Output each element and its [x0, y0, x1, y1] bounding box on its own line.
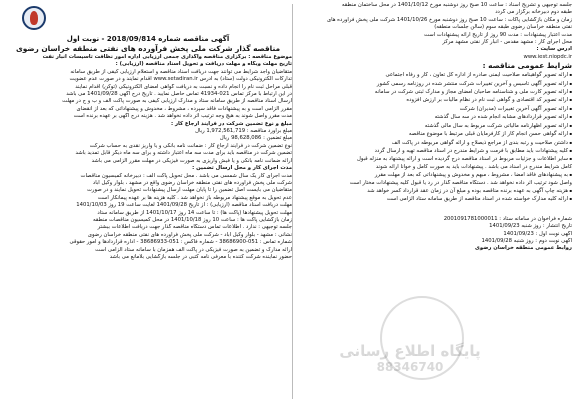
- address-label: آدرس سایت :: [536, 46, 572, 53]
- body-line: تدارکات الکترونیکی دولت (ستاد) به آدرس www.setadiran.ir اقدام نمایند و در صورت عدم عضویت: [69, 76, 292, 83]
- condition-item: واصل شود ترتیب اثر داده نخواهد شد . دستگاه مناقصه گذار در رد یا قبول کلیه پیشنهادات مختار است: [349, 179, 572, 186]
- condition-item: ▪ ارائه تصویر کد اقتصادی و گواهی ثبت نام در نظام مالیات بر ارزش افزوده: [296, 96, 572, 104]
- header-line: مدت اعتبار پیشنهادات : مدت 90 روز از تاریخ ارائه پیشنهادات است: [424, 31, 572, 38]
- guarantee-amount: مبلغ تضمین : 98,628,086 ریال: [219, 135, 292, 142]
- body-line: در این ارتباط با مرکز تماس 021-41934 تماس حاصل نمایید . تاریخ درج آگهی 1401/09/28 می باشد: [66, 91, 292, 98]
- condition-item: ▪ ارائه تصویر قراردادهای مشابه انجام شده در سه سال گذشته: [296, 113, 572, 121]
- condition-item: ▪ ارائه گواهی حسن انجام کار از کارفرمایان قبلی مرتبط با موضوع مناقصه: [296, 130, 572, 138]
- body-line: ارسال اسناد مناقصه از طریق سامانه ستاد و مدارک ارزیابی کیفی به صورت پاکت الف و ب و ج در مهلت: [62, 98, 292, 105]
- body-line: ارائه ضمانت نامه بانکی و یا فیش واریزی به صورت فیزیکی در مهلت مقرر الزامی می باشد: [91, 157, 292, 164]
- section-guarantee-title: مبلغ و نوع تضمین شرکت در فرآیند ارجاع کار :: [170, 120, 292, 127]
- condition-item: ▪ ارائه تصویر آگهی تاسیس و آخرین تغییرات شرکت منتشر شده در روزنامه رسمی کشور: [296, 80, 572, 88]
- body-line: جلسه توجیهی : ندارد . اطلاعات تماس دستگاه مناقصه گذار جهت دریافت اطلاعات بیشتر: [97, 224, 292, 231]
- body-line: زمان بازگشایی پاکت ها : ساعت 10 روز 1401/10/18 در محل کمیسیون مناقصات منطقه: [93, 216, 292, 223]
- header-line: نفتی منطقه خراسان رضوی طبقه سوم (سالن جلسات منطقه): [434, 24, 572, 31]
- footer-line: آگهی نوبت دوم : روز شنبه 1401/09/28: [481, 237, 572, 244]
- body-line: مهلت دریافت اسناد مناقصه (ارزیابی) : از تاریخ 1401/09/28 لغایت ساعت 19 روز 1401/10/03: [76, 202, 292, 209]
- estimate-amount: مبلغ برآورد مناقصه : 1,972,561,719 ریال: [195, 128, 292, 135]
- condition-item: ▪ ارائه تصویر آگهی آخرین تغییرات (مدیران) شرکت: [296, 105, 572, 113]
- condition-item: ▪ ارائه کلیه مدارک خواسته شده در اسناد مناقصه از طریق سامانه ستاد الزامی است: [296, 195, 572, 203]
- header-line: محل اجرای کار : مشهد مقدس - انبار کار نفتی مشهد مرکز: [442, 39, 572, 46]
- header-line: زمان و مکان بازگشایی پاکات : ساعت 10 صبح روز دوشنبه مورخ 1401/10/26 شرکت ملی پخش فرآورده های: [326, 16, 572, 23]
- body-line: عدم تحویل به موقع پیشنهاد مربوطه باز نخواهد شد . کلیه هزینه ها بر عهده پیمانکار است: [97, 194, 292, 201]
- body-line: مقرر الزامی است و به پیشنهادات فاقد سپرده ، مشروط ، مخدوش و پیشنهاداتی که بعد از انقضای: [76, 105, 292, 112]
- notice-left-column: [4, 0, 292, 403]
- body-line: حضور نماینده شرکت کننده با معرفی نامه کتبی در جلسه بازگشایی بلامانع می باشد: [109, 253, 292, 260]
- condition-item: کامل شرایط مندرج در اسناد می باشد . پیشنهادات باید به صورت کامل و خوانا ارائه شوند: [375, 163, 572, 170]
- column-divider: [292, 4, 293, 399]
- body-line: ارائه مدارک و تضمین به صورت فیزیکی در پاکت الف همزمان با سامانه ستاد الزامی است: [95, 246, 292, 253]
- conditions-heading: شرایط عمومی مناقصه :: [482, 61, 572, 71]
- body-line: مدت اجرای کار یک سال شمسی می باشد . محل تحویل پاکت الف : دبیرخانه کمیسیون مناقصات: [80, 172, 292, 179]
- condition-item: ▪ ارائه تصویر گواهینامه صلاحیت ایمنی صادره از اداره کل تعاون ، کار و رفاه اجتماعی: [296, 71, 572, 79]
- notice-title: آگهی مناقصه شماره 2018/09/814 - نوبت اول: [66, 35, 230, 43]
- body-line: نوع تضمین شرکت در فرآیند ارجاع کار : ضمانت نامه بانکی و یا واریز نقدی به حساب شرکت: [89, 142, 292, 149]
- body-line: متقاضیان می بایست اصل تضمین را تا پایان مهلت ارسال پیشنهادات تحویل نمایند و در صورت: [86, 187, 292, 194]
- condition-item: ▪ سایر اطلاعات و جزئیات مربوط در اسناد مناقصه درج گردیده است و ارائه پیشنهاد به منزله قبول: [296, 155, 572, 163]
- header-line: طبقه دوم دبیرخانه برگزار می گردد: [495, 9, 572, 16]
- body-line: شرکت ملی پخش فرآورده های نفتی منطقه خراسان رضوی واقع در مشهد ، بلوار وکیل آباد: [92, 179, 292, 186]
- body-line: نشانی : مشهد - بلوار وکیل آباد - شرکت ملی پخش فرآورده های نفتی منطقه خراسان رضوی: [87, 231, 292, 238]
- header-line: جلسه توجیهی و تشریح اسناد : ساعت 10 صبح روز دوشنبه مورخ 1401/10/12 در محل ساختمان منطقه: [341, 2, 572, 8]
- condition-item: ▪ ارائه تصویر کارت ملی و شناسنامه صاحبان امضای مجاز و مدارک ثبتی شرکت در سامانه: [296, 88, 572, 96]
- condition-item: ▪ به پیشنهادهای فاقد امضا ، مشروط ، مبهم و مخدوش و پیشنهاداتی که بعد از مهلت مقرر: [296, 171, 572, 179]
- notice-subject: موضوع مناقصه : برگزاری مناقصه واگذاری جمعی ارزیابی اداره امور نظافت تاسیسات انبار نفت: [42, 54, 292, 60]
- footer-line: شماره فراخوان در سامانه ستاد : 2001091781000011: [443, 215, 572, 222]
- condition-item: ▪ کلیه پیشنهادات باید مطابق با فرمت و شرایط مندرج در اسناد مناقصه تهیه و ارسال گردد: [296, 147, 572, 155]
- body-line: تضمین شرکت در مناقصه باید برای مدت سه ماه اعتبار داشته و برای سه ماه دیگر قابل تمدید باشد: [75, 150, 292, 157]
- signature-line: روابط عمومی منطقه خراسان رضوی: [475, 245, 572, 252]
- body-line: شماره تماس : 051-38686900 - شماره فاکس : 051-38686933 - اداره قراردادها و امور حقوقی: [69, 239, 292, 246]
- section-duration-title: مدت اجرای کار و محل ارسال تضمین :: [192, 165, 292, 172]
- condition-item: ▪ هزینه چاپ آگهی به عهده برنده مناقصه بوده و مبلغ آن در زمان عقد قرارداد کسر خواهد شد: [296, 187, 572, 195]
- section-deadline-title: تاریخ مهلت وبگاه و مهلت دریافت و تحویل اسناد مناقصه (ارزیابی) :: [115, 61, 292, 68]
- notice-heading: مناقصه گذار شرکت ملی پخش فرآورده های نفتی منطقه خراسان رضوی: [15, 44, 281, 53]
- footer-line: تاریخ انتشار : روز شنبه 1401/09/23: [489, 223, 572, 230]
- watermark-text: پایگاه اطلاع رسانی: [339, 342, 481, 360]
- body-line: مدت مقرر واصل شوند به هیچ وجه ترتیب اثر داده نخواهد شد . هزینه درج آگهی بر عهده برنده است: [73, 113, 292, 120]
- body-line: قبلی مراحل ثبت نام را انجام داده و نسبت به دریافت گواهی امضای الکترونیکی (توکن) اقدام نمایند: [75, 83, 292, 90]
- body-line: مهلت تحویل پیشنهادها (پاکت ها) : تا ساعت 14 روز 1401/10/17 از طریق سامانه ستاد: [97, 209, 292, 216]
- watermark-phone: 88346740: [376, 360, 444, 374]
- condition-item: ▪ ارائه تصویر اظهارنامه مالیاتی شرکت مربوط به سال مالی گذشته: [296, 122, 572, 130]
- condition-item: ▪ داشتن صلاحیت و رتبه بندی از مراجع ذیصلاح و ارائه گواهی مربوطه در پاکت الف: [296, 139, 572, 147]
- footer-line: آگهی نوبت اول : 1401/09/23: [503, 230, 572, 237]
- website-link[interactable]: www.iest.niopdc.ir: [523, 53, 572, 60]
- body-line: متقاضیان واجد شرایط می توانند جهت دریافت اسناد مناقصه و استعلام ارزیابی کیفی از طریق سامانه: [70, 68, 292, 75]
